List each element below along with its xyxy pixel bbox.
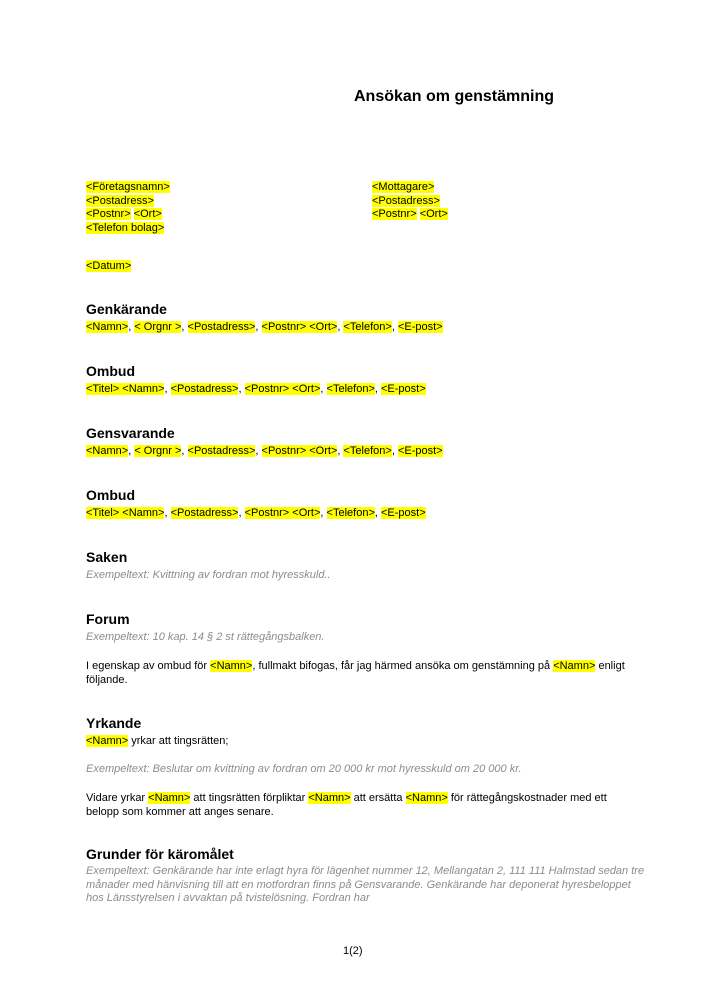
recipient-name[interactable]: <Mottagare> [372, 181, 435, 193]
party-section-ombud-2 [86, 487, 426, 521]
page-number: 1(2) [343, 945, 363, 957]
section-heading: Genkärande [86, 301, 167, 317]
party-field[interactable]: <Titel> <Namn> [86, 383, 165, 395]
paragraph-text: yrkar att tingsrätten; [128, 735, 229, 747]
party-field[interactable]: <Postnr> <Ort> [261, 445, 338, 457]
recipient-address[interactable]: <Postadress> [372, 194, 440, 207]
section-yrkande [86, 715, 228, 749]
party-field[interactable]: <E-post> [397, 321, 443, 333]
paragraph-text: enligt följande. [86, 660, 625, 686]
section-saken [86, 549, 331, 581]
recipient-block [372, 181, 448, 222]
paragraph-text: , fullmakt bifogas, får jag härmed ansöka om genstämning på [252, 660, 554, 672]
party-field[interactable]: <Postnr> <Ort> [244, 383, 321, 395]
section-heading: Saken [86, 549, 128, 565]
party-field[interactable]: <Telefon> [326, 507, 375, 519]
paragraph-text: I egenskap av ombud för [86, 660, 211, 672]
name-field[interactable]: <Namn> [553, 660, 596, 672]
example-text: Exempeltext: Kvittning av fordran mot hyresskuld.. [86, 569, 331, 581]
section-heading: Ombud [86, 487, 135, 503]
party-field[interactable]: < Orgnr > [134, 321, 182, 333]
section-heading: Gensvarande [86, 425, 175, 441]
party-field[interactable]: <Postadress> [170, 383, 239, 395]
section-grunder [86, 846, 646, 905]
party-field[interactable]: <Telefon> [343, 445, 392, 457]
party-section-ombud-1 [86, 363, 426, 397]
sender-block [86, 181, 170, 235]
paragraph-text: för rättegångskostnader med ett belopp som kommer att anges senare. [86, 792, 607, 818]
party-field[interactable]: <E-post> [397, 445, 443, 457]
example-text: Exempeltext: 10 kap. 14 § 2 st rättegångsbalken. [86, 631, 325, 643]
sender-address[interactable]: <Postadress> [86, 194, 154, 207]
party-field[interactable]: < Orgnr > [134, 445, 182, 457]
party-field[interactable]: <Postnr> <Ort> [244, 507, 321, 519]
name-field[interactable]: <Namn> [405, 792, 448, 804]
party-field[interactable]: <Postnr> <Ort> [261, 321, 338, 333]
paragraph-text: att tingsrätten förpliktar [190, 792, 309, 804]
party-field[interactable]: <Telefon> [326, 383, 375, 395]
party-field[interactable]: <Postadress> [187, 321, 256, 333]
party-fields: <Namn>, < Orgnr >, <Postadress>, <Postnr> <Ort>, <Telefon>, <E-post> [86, 445, 443, 457]
party-field[interactable]: <Postadress> [170, 507, 239, 519]
yrkande-paragraph [86, 791, 626, 819]
party-field[interactable]: <Namn> [86, 445, 129, 457]
section-heading: Grunder för käromålet [86, 846, 234, 862]
date-field[interactable]: <Datum> [86, 260, 132, 272]
section-heading: Yrkande [86, 715, 142, 731]
party-field[interactable]: <E-post> [381, 383, 426, 395]
name-field[interactable]: <Namn> [148, 792, 191, 804]
sender-ort[interactable]: <Ort> [133, 208, 162, 220]
section-heading: Forum [86, 611, 130, 627]
party-field[interactable]: <Telefon> [343, 321, 392, 333]
party-field[interactable]: <Postadress> [187, 445, 256, 457]
section-heading: Ombud [86, 363, 135, 379]
name-field[interactable]: <Namn> [308, 792, 351, 804]
forum-paragraph [86, 659, 626, 687]
sender-postnr[interactable]: <Postnr> [86, 208, 131, 220]
yrkande-line [86, 735, 228, 749]
yrkande-example: Exempeltext: Beslutar om kvittning av fordran om 20 000 kr mot hyresskuld om 20 000 kr. [86, 763, 522, 775]
party-field[interactable]: <Namn> [86, 321, 129, 333]
party-fields: <Namn>, < Orgnr >, <Postadress>, <Postnr> <Ort>, <Telefon>, <E-post> [86, 321, 443, 333]
party-section-genkarande [86, 301, 443, 335]
party-field[interactable]: <E-post> [381, 507, 426, 519]
party-fields: <Titel> <Namn>, <Postadress>, <Postnr> <Ort>, <Telefon>, <E-post> [86, 383, 426, 395]
party-section-gensvarande [86, 425, 443, 459]
name-field[interactable]: <Namn> [210, 660, 253, 672]
document-title: Ansökan om genstämning [354, 88, 555, 105]
recipient-ort[interactable]: <Ort> [419, 208, 448, 220]
party-field[interactable]: <Titel> <Namn> [86, 507, 165, 519]
date-line [86, 260, 131, 274]
name-field[interactable]: <Namn> [86, 735, 129, 747]
sender-company[interactable]: <Företagsnamn> [86, 181, 170, 193]
section-forum [86, 611, 324, 643]
party-fields: <Titel> <Namn>, <Postadress>, <Postnr> <Ort>, <Telefon>, <E-post> [86, 507, 426, 519]
sender-phone[interactable]: <Telefon bolag> [86, 221, 165, 234]
example-text: Exempeltext: Genkärande har inte erlagt hyra för lägenhet nummer 12, Mellangatan 2, 111 111 Halmstad sedan tre månader med hänvisning till att en motfordran finns på Gensvarande. Genkärande har deponerat hyresbeloppet hos Länsstyrelsen i avvaktan på tvistelösning. Fordran har [86, 865, 645, 904]
paragraph-text: Vidare yrkar [86, 792, 149, 804]
paragraph-text: att ersätta [350, 792, 406, 804]
recipient-postnr[interactable]: <Postnr> [372, 208, 417, 220]
